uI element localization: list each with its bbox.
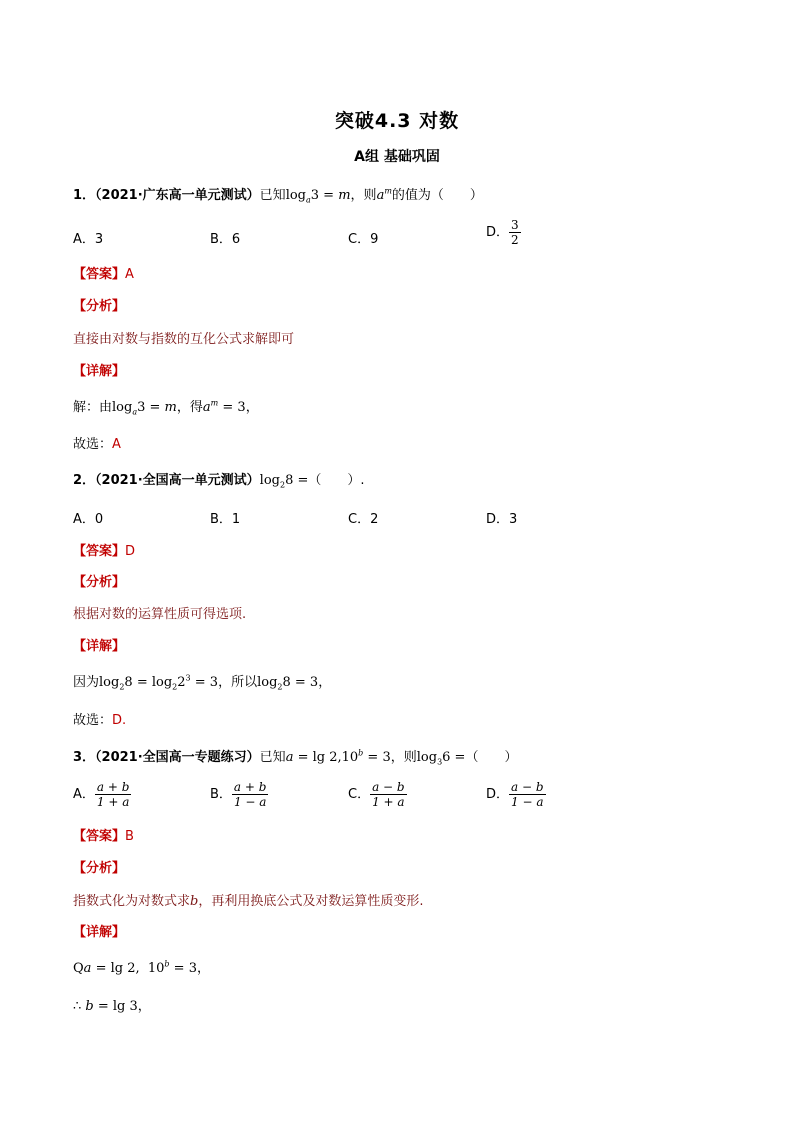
- question-number: 3．: [73, 750, 96, 765]
- section-subtitle: A组 基础巩固: [354, 149, 440, 165]
- conclusion-text: 故选：D.: [73, 713, 127, 728]
- fraction: $\frac{a - b}{1 - a}$: [511, 780, 544, 809]
- option-b: B． $\frac{a + b}{1 - a}$: [210, 780, 267, 809]
- option-b: B．6: [210, 232, 241, 247]
- analysis-label: 【分析】: [73, 299, 126, 314]
- detail-text: 解：由$\log_a3 = m$，得$a^m = 3$，: [73, 398, 259, 417]
- detail-label: 【详解】: [73, 364, 126, 379]
- option-d: D．3: [486, 512, 518, 527]
- page-title: 突破4.3 对数: [334, 110, 460, 132]
- option-a: A．3: [73, 232, 104, 247]
- option-a: A． $\frac{a + b}{1 + a}$: [73, 780, 130, 809]
- fraction: $\frac{3}{2}$: [511, 218, 519, 247]
- question-3: 3．（2021·全国高一专题练习）已知a = lg 2,10$^b$ = 3，则$\log_36$ =（ ）: [73, 748, 518, 767]
- answer-line: 【答案】A: [73, 267, 134, 282]
- math-expression: $\log_36$ =: [416, 750, 466, 767]
- question-2: 2．（2021·全国高一单元测试）$\log_28$ =（ ）.: [73, 473, 365, 490]
- question-number: 2．: [73, 473, 96, 488]
- detail-line-1: Qa = lg 2, $10^b = 3$，: [73, 959, 210, 976]
- analysis-label: 【分析】: [73, 861, 126, 876]
- option-c: C．2: [348, 512, 379, 527]
- answer-value: A: [125, 267, 134, 282]
- answer-line: 【答案】B: [73, 829, 134, 844]
- math-expression: $\log_a3 = m$: [285, 188, 351, 205]
- option-c: C． $\frac{a - b}{1 + a}$: [348, 780, 405, 809]
- analysis-text: 根据对数的运算性质可得选项.: [73, 607, 247, 622]
- math-expression: $\log_28$ =: [259, 473, 309, 490]
- option-a: A．0: [73, 512, 104, 527]
- fraction: $\frac{a + b}{1 + a}$: [96, 780, 130, 809]
- analysis-label: 【分析】: [73, 575, 126, 590]
- fraction: $\frac{a - b}{1 + a}$: [372, 780, 405, 809]
- math-expression: $a^m$: [376, 186, 392, 203]
- option-d: D． $\frac{3}{2}$: [486, 218, 519, 247]
- question-source: （2021·全国高一专题练习）: [95, 750, 260, 765]
- option-c: C．9: [348, 232, 379, 247]
- answer-value: B: [125, 829, 134, 844]
- fraction: $\frac{a + b}{1 - a}$: [233, 780, 267, 809]
- math-expression: a = lg 2,10$^b$ = 3: [285, 748, 391, 765]
- option-d: D． $\frac{a - b}{1 - a}$: [486, 780, 544, 809]
- detail-label: 【详解】: [73, 925, 126, 940]
- conclusion-text: 故选：A: [73, 437, 121, 452]
- question-1: 1．（2021·广东高一单元测试）已知$\log_a3 = m$，则$a^m$的值为（ ）: [73, 186, 483, 205]
- option-b: B．1: [210, 512, 241, 527]
- question-source: （2021·广东高一单元测试）: [95, 188, 260, 203]
- answer-value: D: [125, 544, 136, 559]
- detail-text: 因为$\log_28 = \log_22^3 = 3$，所以$\log_28 = 3$，: [73, 673, 332, 692]
- analysis-text: 直接由对数与指数的互化公式求解即可: [73, 332, 295, 347]
- question-number: 1．: [73, 188, 96, 203]
- detail-line-2: ∴ b = lg 3，: [73, 999, 151, 1014]
- answer-line: 【答案】D: [73, 544, 136, 559]
- question-source: （2021·全国高一单元测试）: [95, 473, 260, 488]
- analysis-text: 指数式化为对数式求b，再利用换底公式及对数运算性质变形.: [73, 894, 424, 909]
- detail-label: 【详解】: [73, 639, 126, 654]
